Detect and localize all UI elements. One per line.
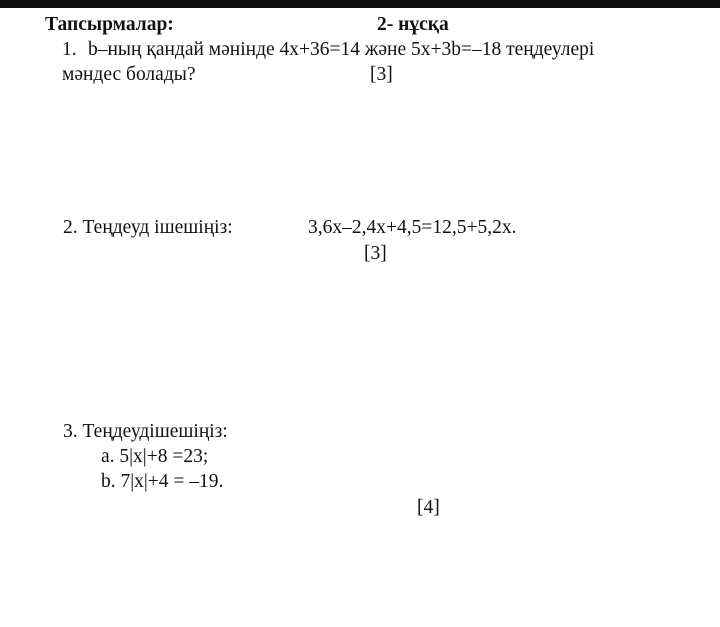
task1-question-line2: мәндес болады? bbox=[62, 64, 196, 85]
top-edge-strip bbox=[0, 0, 720, 8]
task1-points: [3] bbox=[370, 64, 393, 85]
task2-equation: 3,6x–2,4x+4,5=12,5+5,2x. bbox=[308, 217, 517, 238]
task2-points: [3] bbox=[364, 243, 387, 264]
task3-item-b: b. 7|x|+4 = –19. bbox=[101, 471, 224, 492]
task3-label: 3. Теңдеудішешіңіз: bbox=[63, 421, 228, 442]
task3-item-a: a. 5|x|+8 =23; bbox=[101, 446, 209, 467]
task1-number: 1. bbox=[62, 39, 77, 60]
task2-label: 2. Теңдеуд ішешіңіз: bbox=[63, 217, 233, 238]
task3-points: [4] bbox=[417, 497, 440, 518]
tasks-heading: Тапсырмалар: bbox=[45, 14, 174, 35]
variant-heading: 2- нұсқа bbox=[377, 14, 449, 35]
task1-question-line1: b–ның қандай мәнінде 4x+36=14 және 5x+3b=–18 теңдеулері bbox=[88, 39, 595, 60]
